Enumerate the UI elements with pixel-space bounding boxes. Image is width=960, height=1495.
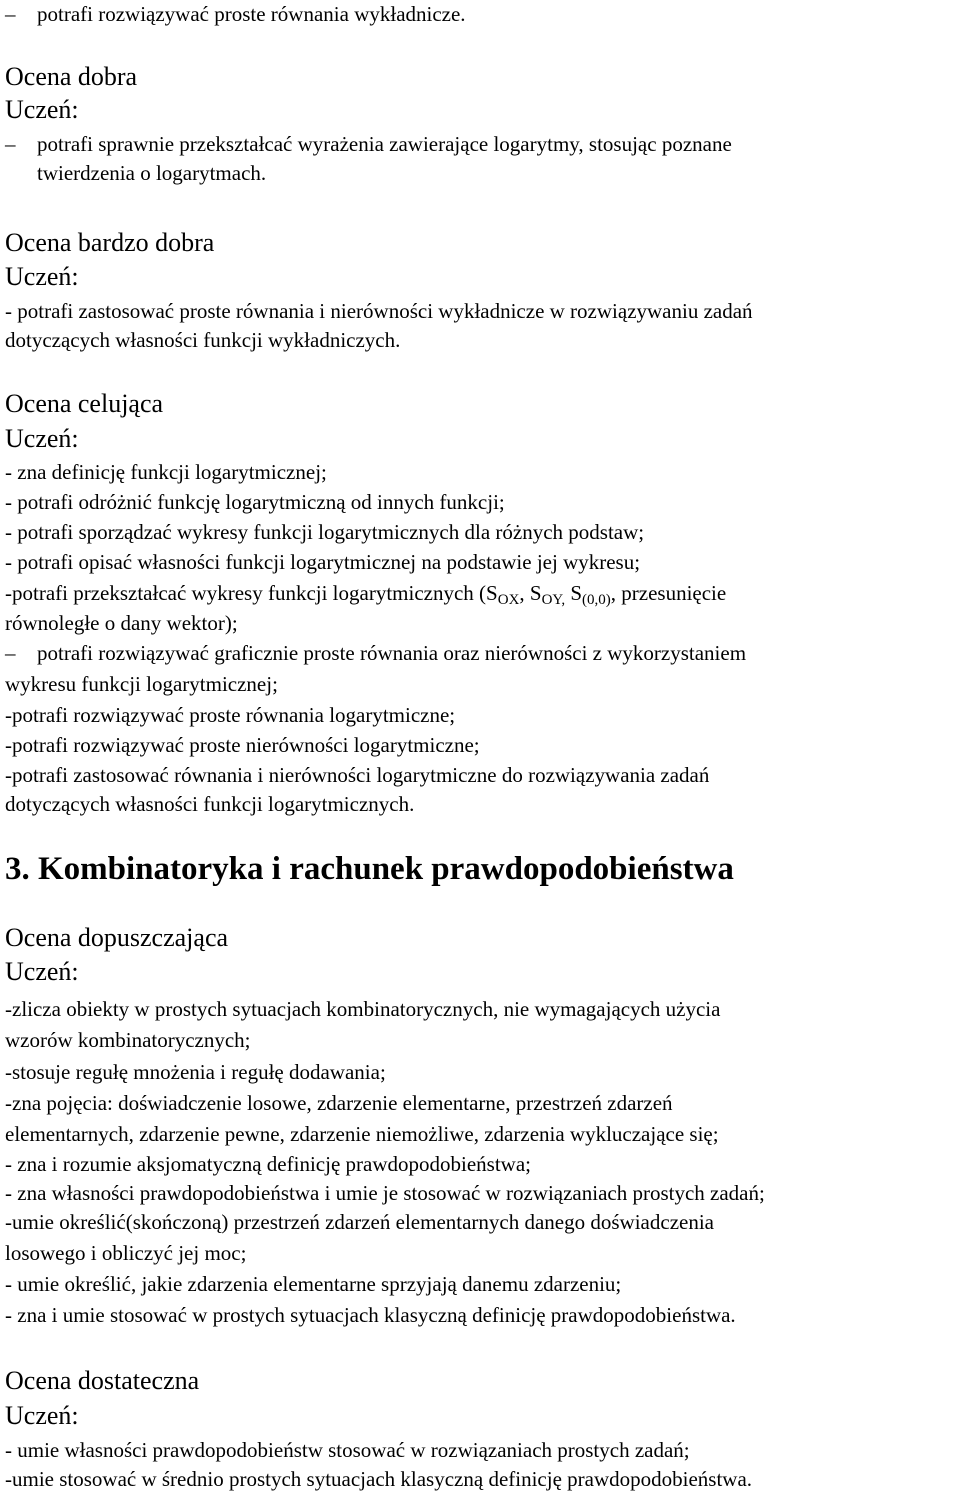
list-item	[5, 580, 726, 606]
uczen-label: Uczeń:	[5, 957, 79, 986]
list-item: - umie określić, jakie zdarzenia elementarne sprzyjają danemu zdarzeniu;	[5, 1272, 622, 1296]
list-item-continuation: dotyczących własności funkcji wykładniczych.	[5, 328, 401, 352]
list-item: - potrafi sporządzać wykresy funkcji logarytmicznych dla różnych podstaw;	[5, 520, 645, 544]
grade-heading-dopuszczajaca: Ocena dopuszczająca	[5, 923, 229, 952]
subscript: OX	[497, 592, 520, 608]
list-item: -potrafi rozwiązywać proste nierówności logarytmiczne;	[5, 733, 480, 757]
list-item-continuation: wzorów kombinatorycznych;	[5, 1028, 251, 1052]
list-item-text: potrafi rozwiązywać proste równania wykładnicze.	[37, 2, 466, 26]
list-item: - potrafi zastosować proste równania i nierówności wykładnicze w rozwiązywaniu zadań	[5, 299, 753, 323]
dash-bullet: –	[5, 2, 16, 26]
list-item	[5, 640, 746, 666]
list-item: -stosuje regułę mnożenia i regułę dodawania;	[5, 1060, 386, 1084]
uczen-label: Uczeń:	[5, 95, 79, 124]
list-item-continuation: elementarnych, zdarzenie pewne, zdarzenie niemożliwe, zdarzenia wykluczające się;	[5, 1122, 719, 1146]
text-part: S	[565, 581, 583, 605]
grade-heading-dostateczna: Ocena dostateczna	[5, 1366, 200, 1395]
list-item-continuation: równoległe o dany wektor);	[5, 611, 238, 635]
list-item	[5, 131, 732, 157]
list-item: - umie własności prawdopodobieństw stosować w rozwiązaniach prostych zadań;	[5, 1438, 690, 1462]
list-item-text: potrafi sprawnie przekształcać wyrażenia zawierające logarytmy, stosując poznane	[37, 132, 732, 156]
list-item: - zna własności prawdopodobieństwa i umie je stosować w rozwiązaniach prostych zadań;	[5, 1181, 765, 1205]
list-item: -zlicza obiekty w prostych sytuacjach kombinatorycznych, nie wymagających użycia	[5, 997, 721, 1021]
text-part: , S	[519, 581, 542, 605]
uczen-label: Uczeń:	[5, 424, 79, 453]
uczen-label: Uczeń:	[5, 262, 79, 291]
subscript: (0,0)	[582, 592, 611, 608]
dash-bullet: –	[5, 641, 16, 665]
list-item: - zna definicję funkcji logarytmicznej;	[5, 460, 327, 484]
list-item	[5, 1, 466, 27]
list-item: -umie określić(skończoną) przestrzeń zdarzeń elementarnych danego doświadczenia	[5, 1210, 714, 1234]
list-item: -umie stosować w średnio prostych sytuacjach klasyczną definicję prawdopodobieństwa.	[5, 1467, 753, 1491]
subscript: OY,	[541, 592, 566, 608]
list-item: -potrafi zastosować równania i nierówności logarytmiczne do rozwiązywania zadań	[5, 763, 710, 787]
list-item-continuation: losowego i obliczyć jej moc;	[5, 1241, 247, 1265]
list-item-continuation: wykresu funkcji logarytmicznej;	[5, 672, 278, 696]
section-title: 3. Kombinatoryka i rachunek prawdopodobieństwa	[5, 851, 734, 887]
text-part: , przesunięcie	[610, 581, 727, 605]
text-part: -potrafi przekształcać wykresy funkcji logarytmicznych (S	[5, 581, 498, 605]
list-item-continuation: twierdzenia o logarytmach.	[37, 161, 267, 185]
list-item: - potrafi opisać własności funkcji logarytmicznej na podstawie jej wykresu;	[5, 550, 641, 574]
list-item: - potrafi odróżnić funkcję logarytmiczną od innych funkcji;	[5, 490, 505, 514]
list-item: -zna pojęcia: doświadczenie losowe, zdarzenie elementarne, przestrzeń zdarzeń	[5, 1091, 673, 1115]
list-item: -potrafi rozwiązywać proste równania logarytmiczne;	[5, 703, 456, 727]
grade-heading-dobra: Ocena dobra	[5, 62, 138, 91]
list-item: - zna i rozumie aksjomatyczną definicję prawdopodobieństwa;	[5, 1152, 531, 1176]
list-item: - zna i umie stosować w prostych sytuacjach klasyczną definicję prawdopodobieństwa.	[5, 1303, 736, 1327]
grade-heading-bardzo-dobra: Ocena bardzo dobra	[5, 228, 215, 257]
dash-bullet: –	[5, 132, 16, 156]
uczen-label: Uczeń:	[5, 1401, 79, 1430]
list-item-text: potrafi rozwiązywać graficznie proste równania oraz nierówności z wykorzystaniem	[37, 641, 747, 665]
grade-heading-celujaca: Ocena celująca	[5, 389, 164, 418]
list-item-continuation: dotyczących własności funkcji logarytmicznych.	[5, 792, 415, 816]
